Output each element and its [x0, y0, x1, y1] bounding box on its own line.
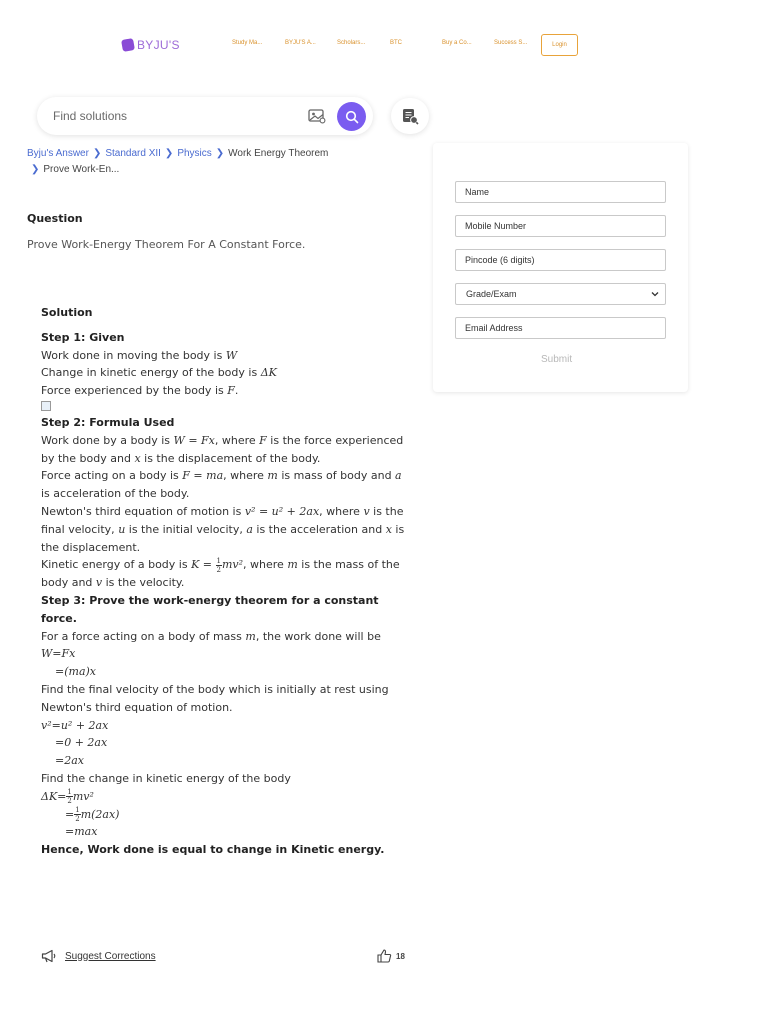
work-intro: For a force acting on a body of mass m, the work done will be [41, 629, 381, 643]
formula-kinetic: Kinetic energy of a body is K = $\frac{1}{2}$ mv², where m is the mass of the body and v is the velocity. [41, 556, 400, 590]
step-1-title: Step 1: Given [41, 330, 125, 344]
chevron-right-icon: ❯ [31, 164, 40, 175]
logo-mark-icon [121, 38, 135, 52]
nav-byjus-answer[interactable]: BYJU'S A... [285, 40, 316, 46]
given-force: Force experienced by the body is F. [41, 384, 239, 398]
grade-exam-select[interactable] [455, 283, 666, 305]
kinetic-intro: Find the change in kinetic energy of the body [41, 771, 291, 785]
breadcrumb-byjus-answer[interactable]: Byju's Answer [27, 148, 89, 159]
suggest-corrections-link[interactable]: Suggest Corrections [65, 950, 156, 962]
thumbs-up-icon [377, 949, 392, 963]
chevron-right-icon: ❯ [215, 148, 225, 159]
mobile-number-field[interactable] [455, 215, 666, 237]
logo-text: BYJU'S [137, 38, 180, 52]
nav-success-stories[interactable]: Success S... [494, 40, 528, 46]
login-button[interactable]: Login [541, 34, 578, 56]
nav-study-material[interactable]: Study Ma... [232, 40, 263, 46]
eq-kinetic-2: = $\frac{1}{2}$ m(2ax) [65, 806, 120, 824]
lead-form-card [433, 143, 688, 392]
megaphone-icon [41, 949, 57, 963]
site-header [0, 0, 768, 90]
search-input[interactable] [53, 106, 293, 126]
nav-scholarship[interactable]: Scholars... [337, 40, 366, 46]
eq-velocity-1: v²=u² + 2ax [41, 718, 109, 732]
conclusion: Hence, Work done is equal to change in Kinetic energy. [41, 843, 385, 857]
breadcrumb-current: Prove Work-En... [43, 164, 120, 175]
submit-button[interactable]: Submit [541, 354, 573, 365]
question-text: Prove Work-Energy Theorem For A Constant Force. [27, 238, 306, 251]
nav-buy-course[interactable]: Buy a Co... [442, 40, 472, 46]
chevron-right-icon: ❯ [164, 148, 174, 159]
eq-velocity-2: =0 + 2ax [55, 736, 108, 750]
eq-kinetic-3: =max [65, 825, 98, 839]
velocity-intro: Find the final velocity of the body which is initially at rest using Newton's third equation of motion. [41, 682, 389, 714]
step-2-title: Step 2: Formula Used [41, 415, 175, 429]
chevron-right-icon: ❯ [92, 148, 102, 159]
given-work: Work done in moving the body is W [41, 348, 238, 362]
breadcrumb-subject[interactable]: Physics [177, 148, 212, 159]
suggest-corrections[interactable] [41, 949, 156, 963]
step-3-title: Step 3: Prove the work-energy theorem for a constant force. [41, 593, 379, 625]
formula-work: Work done by a body is W = Fx, where F is the force experienced by the body and x is the displacement of the body. [41, 433, 404, 465]
formula-force: Force acting on a body is F = ma, where m is mass of body and a is acceleration of the body. [41, 469, 402, 501]
like-button[interactable] [377, 949, 405, 963]
breadcrumb-topic[interactable]: Work Energy Theorem [228, 148, 329, 159]
email-field[interactable] [455, 317, 666, 339]
chevron-down-icon [651, 291, 659, 297]
image-placeholder-icon [41, 401, 51, 411]
nav-btc[interactable]: BTC [390, 40, 402, 46]
question-label: Question [27, 212, 83, 225]
grade-exam-value: Grade/Exam [466, 289, 517, 299]
broken-image [41, 400, 411, 414]
search-bar [37, 97, 373, 135]
formula-newton: Newton's third equation of motion is v² = u² + 2ax, where v is the final velocity, u is the initial velocity, a is the acceleration and x is the displacement. [41, 504, 405, 554]
search-button[interactable] [337, 102, 366, 131]
solution-body [41, 304, 411, 859]
byjus-logo[interactable] [122, 38, 180, 52]
eq-kinetic-1: ΔK= $\frac{1}{2}$ mv² [41, 788, 94, 806]
eq-work-2: =(ma)x [55, 665, 96, 679]
given-kinetic: Change in kinetic energy of the body is ΔK [41, 366, 277, 380]
solution-label: Solution [41, 306, 93, 319]
eq-velocity-3: =2ax [55, 754, 84, 768]
like-count: 18 [396, 951, 405, 961]
search-icon [345, 110, 359, 124]
pincode-field[interactable] [455, 249, 666, 271]
document-search-icon [401, 107, 419, 125]
name-field[interactable] [455, 181, 666, 203]
document-button[interactable] [391, 98, 429, 134]
breadcrumb [27, 146, 407, 178]
image-search-icon[interactable] [308, 108, 326, 124]
eq-work-1: W=Fx [41, 647, 76, 661]
breadcrumb-standard[interactable]: Standard XII [105, 148, 161, 159]
